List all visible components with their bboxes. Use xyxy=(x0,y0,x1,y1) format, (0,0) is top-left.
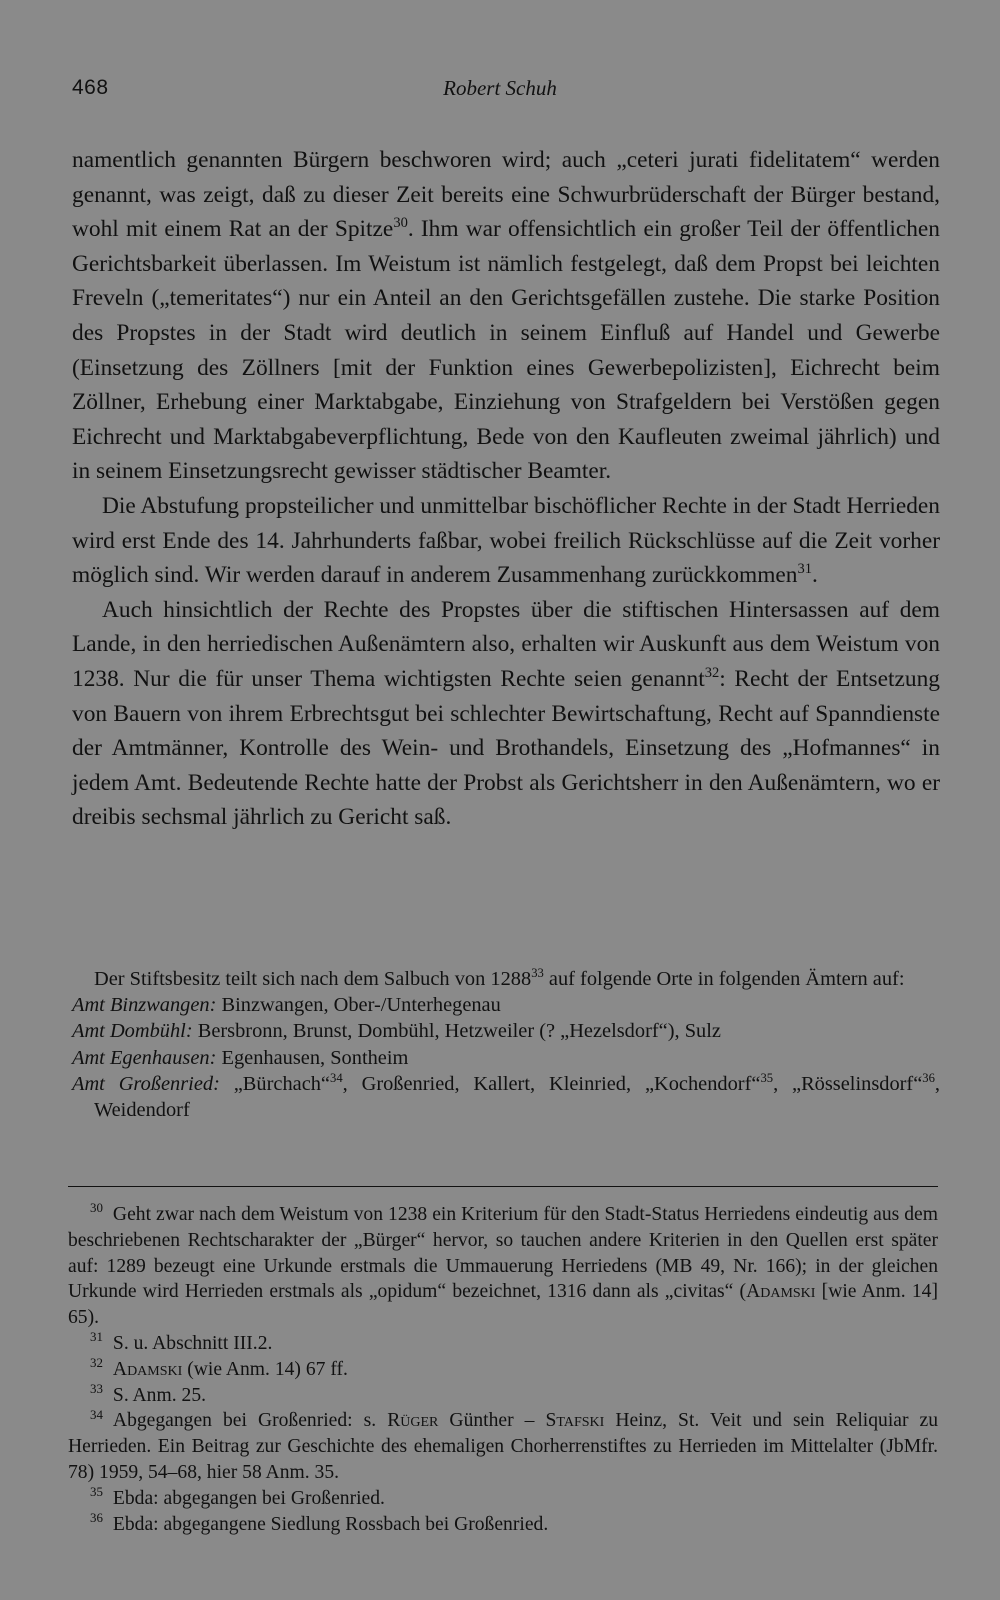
footnote-number: 30 xyxy=(90,1200,103,1216)
list-item: Amt Binzwangen: Binzwangen, Ober-/Unterhegenau xyxy=(72,994,501,1017)
amt-label: Amt Binzwangen: xyxy=(72,994,217,1017)
running-head xyxy=(72,76,928,106)
footnote-number: 31 xyxy=(90,1329,103,1345)
footnote-number: 33 xyxy=(90,1381,103,1397)
amt-label: Amt Großenried: xyxy=(72,1072,220,1095)
stiftsbesitz-list xyxy=(72,966,940,1123)
page-number: 468 xyxy=(72,76,109,99)
footnote-number: 34 xyxy=(90,1406,103,1422)
footnote-number: 36 xyxy=(90,1510,103,1526)
paragraph-1: namentlich genannten Bürgern beschworen wird; auch „ceteri jurati fidelitatem“ werden genannt, was zeigt, daß zu dieser Zeit bereits eine Schwurbrüderschaft der Bürger bestand, wohl mit einem Rat an der Spitze$^{30}$. Ihm war offensichtlich ein großer Teil der öffentlichen Gerichtsbarkeit überlassen. Im Weistum ist nämlich festgelegt, daß dem Propst bei leichten Freveln („temeritates“) nur ein Anteil an den Gerichtsgefällen zustehe. Die starke Position des Propstes in der Stadt wird deutlich in seinem Einfluß auf Handel und Gewerbe (Einsetzung des Zöllners [mit der Funktion eines Gewerbepolizisten], Eichrecht beim Zöllner, Erhebung einer Marktabgabe, Einziehung von Strafgeldern bei Verstößen gegen Eichrecht und Marktabgabeverpflichtung, Bede von den Kaufleuten zweimal jährlich) und in seinem Einsetzungsrecht gewisser städtischer Beamter. xyxy=(72,147,940,485)
list-item: Amt Großenried: „Bürchach“$^{34}$, Großenried, Kallert, Kleinried, „Kochendorf“$^{35}$, „Rösselinsdorf“$^{36}$, Weidendorf xyxy=(72,1071,941,1122)
footnote-32: $^{32}$ Adamski (wie Anm. 14) 67 ff. xyxy=(90,1355,348,1380)
list-intro: Der Stiftsbesitz teilt sich nach dem Salbuch von 1288$^{33}$ auf folgende Orte in folgenden Ämtern auf: xyxy=(94,966,905,990)
footnote-35: $^{35}$ Ebda: abgegangen bei Großenried. xyxy=(90,1484,385,1509)
footnote-30: $^{30}$ Geht zwar nach dem Weistum von 1238 ein Kriterium für den Stadt-Status Herriedens eindeutig aus dem beschriebenen Rechtscharakter der „Bürger“ hervor, so tauchen andere Kriterien in den Quellen erst später auf: 1289 bezeugt eine Urkunde erstmals die Ummauerung Herriedens (MB 49, Nr. 166); in der gleichen Urkunde wird Herrieden erstmals als „opidum“ bezeichnet, 1316 dann als „civitas“ (Adamski [wie Anm. 14] 65). xyxy=(68,1200,938,1329)
footnotes xyxy=(68,1202,938,1537)
footnote-ref-30: 30 xyxy=(393,215,408,232)
footnote-33: $^{33}$ S. Anm. 25. xyxy=(90,1381,207,1406)
footnote-ref-34: 34 xyxy=(330,1071,343,1086)
amt-label: Amt Dombühl: xyxy=(72,1020,193,1043)
footnote-31: $^{31}$ S. u. Abschnitt III.2. xyxy=(90,1329,273,1354)
footnote-number: 35 xyxy=(90,1484,103,1500)
footnote-ref-36: 36 xyxy=(922,1071,935,1086)
footnote-ref-32: 32 xyxy=(704,665,720,682)
footnote-ref-35: 35 xyxy=(760,1071,774,1086)
footnote-ref-33: 33 xyxy=(531,966,544,981)
amt-label: Amt Egenhausen: xyxy=(72,1046,217,1069)
paragraph-2: Die Abstufung propsteilicher und unmittelbar bischöflicher Rechte in der Stadt Herrieden wird erst Ende des 14. Jahrhunderts faßbar, wobei freilich Rückschlüsse auf die Zeit vorher möglich sind. Wir werden darauf in anderem Zusammenhang zurückkommen$^{31}$. xyxy=(72,492,940,589)
footnote-ref-31: 31 xyxy=(797,561,812,578)
footnote-divider xyxy=(68,1186,938,1187)
header-author: Robert Schuh xyxy=(443,76,557,100)
footnote-number: 32 xyxy=(90,1355,103,1371)
footnote-34: $^{34}$ Abgegangen bei Großenried: s. Rüger Günther – Stafski Heinz, St. Veit und sein Reliquiar zu Herrieden. Ein Beitrag zur Geschichte des ehemaligen Chorherrenstiftes zu Herrieden im Mittelalter (JbMfr. 78) 1959, 54–68, hier 58 Anm. 35. xyxy=(68,1406,939,1483)
list-item: Amt Dombühl: Bersbronn, Brunst, Dombühl, Hetzweiler (? „Hezelsdorf“), Sulz xyxy=(72,1020,721,1043)
main-body-text xyxy=(72,143,940,835)
paragraph-3: Auch hinsichtlich der Rechte des Propstes über die stiftischen Hintersassen auf dem Lande, in den herriedischen Außenämtern also, erhalten wir Auskunft aus dem Weistum von 1238. Nur die für unser Thema wichtigsten Rechte seien genannt$^{32}$: Recht der Entsetzung von Bauern von ihrem Erbrechtsgut bei schlechter Bewirtschaftung, Recht auf Spanndienste der Amtmänner, Kontrolle des Wein- und Brothandels, Einsetzung des „Hofmannes“ in jedem Amt. Bedeutende Rechte hatte der Probst als Gerichtsherr in den Außenämtern, wo er dreibis sechsmal jährlich zu Gericht saß. xyxy=(72,596,940,831)
footnote-36: $^{36}$ Ebda: abgegangene Siedlung Rossbach bei Großenried. xyxy=(90,1510,549,1535)
list-item: Amt Egenhausen: Egenhausen, Sontheim xyxy=(72,1046,409,1069)
